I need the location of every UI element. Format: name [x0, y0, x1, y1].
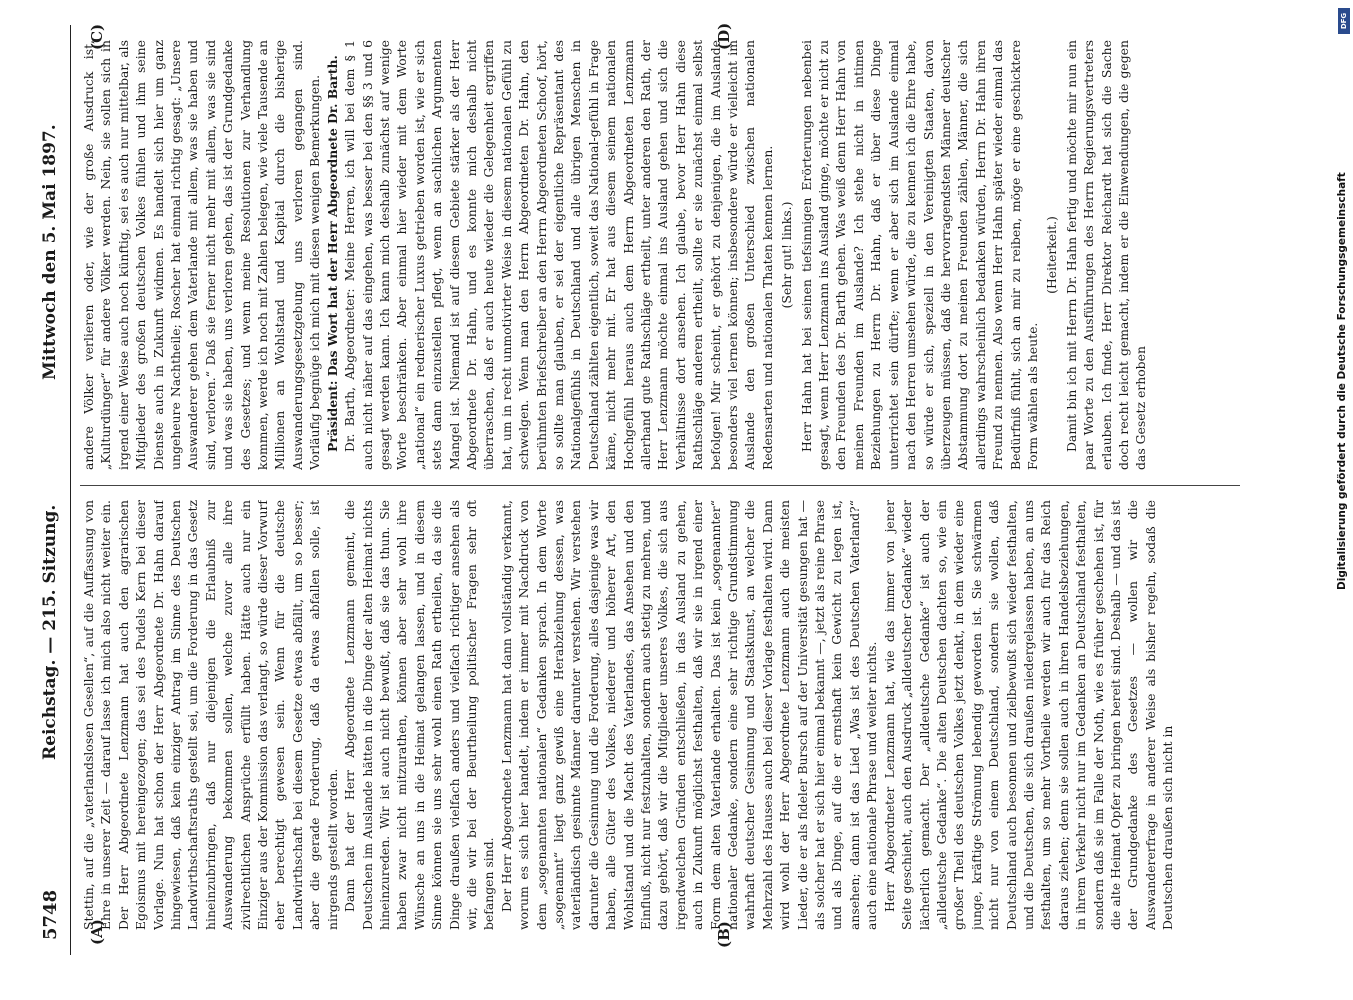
paragraph: Herr Abgeordneter Lenzmann hat, wie das immer von jener Seite geschieht, auch den Ausdruck „alldeutscher Gedanke“ wieder lächerlich gemacht. Der „alldeutsche Gedanke“ ist auch der „alldeutsche Gedanke“. Die alten Deutschen dachten so, wie ein großer Theil des deutschen Volkes jetzt denkt, in dem wieder eine junge, kräftige Strömung lebendig geworden ist. Sie schwärmen nicht nur von einem Deutschland, sondern sie wollen, daß Deutschland auch besonnen und zielbewußt sich wieder festhalten, und die Deutschen, die sich draußen niedergelassen haben, an uns festhalten, um so mehr Vortheile werden wir auch für das Reich daraus ziehen; denn sie sollen auch in ihren Handelsbeziehungen, in ihrem Verkehr nicht nur im Gedanken an Deutschland festhalten, sondern daß sie im Falle der Noth, wie es früher geschehen ist, für die alte Heimat Opfer zu bringen bereit sind. Deshalb — und das ist der Grundgedanke des Gesetzes — wollen wir die Auswandererfrage in anderer Weise als bisher regeln, sodaß die Deutschen draußen sich nicht in	[881, 500, 1176, 930]
paragraph: andere Völker verlieren oder, wie der große Ausdruck ist, „Kulturdünger“ für andere Völker werden. Nein, sie sollen sich in irgend einer Weise auch noch künftig, sei es auch nur mittelbar, als Mitglieder des großen deutschen Volkes fühlen und ihm seine Dienste auch in Zukunft widmen. Es handelt sich hier um ganz ungeheure Nachtheile; Roscher hat einmal richtig gesagt: „Unsere Auswanderer gehen dem Vaterlande mit allem, was sie haben und sind, verloren.“ Daß sie ferner nicht mehr mit allem, was sie sind und was sie haben, uns verloren gehen, das ist der Grundgedanke des Gesetzes; und wenn meine Resolutionen zur Verhandlung kommen, werde ich noch mit Zahlen belegen, wie viele Tausende an Millionen an Wohlstand und Kapital durch die bisherige Auswanderungsgesetzgebung uns verloren gegangen sind. Vorläufig begnüge ich mich mit diesen wenigen Bemerkungen.	[81, 40, 323, 470]
paragraph: Dann hat der Herr Abgeordnete Lenzmann gemeint, die Deutschen im Auslande hätten in die Dinge der alten Heimat nichts hineinzureden. Wir ist auch nicht bewußt, daß sie das thun. Sie haben zwar nicht mitzurathen, können aber sehr wohl ihre Wünsche an uns in die Heimat gelangen lassen, und in diesem Sinne können sie uns sehr wohl einen Rath ertheilen, da sie die Dinge draußen vielfach anders und vielfach richtiger ansehen als wir, die wir bei der Beurtheilung politischer Fragen sehr oft befangen sind.	[342, 500, 497, 930]
paragraph: Herr Hahn hat bei seinen tiefsinnigen Erörterungen nebenbei gesagt, wenn Herr Lenzmann ins Ausland ginge, möchte er nicht zu den Freunden des Dr. Barth gehen. Was weiß denn Herr Hahn von meinen Freunden im Auslande? Ich stehe nicht in intimen Beziehungen zu Herrn Dr. Hahn, daß er über diese Dinge unterrichtet sein dürfte; wenn er aber sich im Auslande einmal nach den Herren umsehen würde, die zu kennen ich die Ehre habe, so würde er sich, speziell in den Vereinigten Staaten, davon überzeugen müssen, daß die hervorragendsten Männer deutscher Abstammung dort zu meinen Freunden zählen, Männer, die sich allerdings wahrscheinlich bedanken würden, Herrn Dr. Hahn ihren Freund zu nennen. Also wenn Herr Hahn später wieder einmal das Bedürfniß fühlt, sich an mir zu reiben, möge er eine geschicktere Form wählen als heute.	[798, 40, 1040, 470]
right-column	[80, 40, 1240, 470]
left-column	[80, 500, 1240, 930]
interjection: (Sehr gut! links.)	[779, 201, 795, 309]
header-rule	[70, 25, 71, 955]
margin-marker-b: (B)	[715, 921, 733, 948]
paragraph: Dr. Barth, Abgeordneter: Meine Herren, ich will bei dem § 1 auch nicht näher auf das eingehen, was besser bei den §§ 3 und 6 gesagt werden kann. Ich kann mich deshalb zunächst auf wenige Worte beschränken. Aber einmal hier wieder mit dem Worte „national“ ein rednerischer Luxus getrieben worden ist, wie er sich stets dann einzustellen pflegt, wenn an sachlichen Argumenten Mangel ist. Niemand ist auf diesem Gebiete stärker als der Herr Abgeordnete Dr. Hahn, und es konnte mich deshalb nicht überraschen, daß er auch heute wieder die Gelegenheit ergriffen hat, um in recht unmotivirter Weise in diesem nationalen Gefühl zu schwelgen. Wenn man den Herrn Abgeordneten Dr. Hahn, den berühmten Briefschreiber an den Herrn Abgeordneten Schoof, hört, so sollte man glauben, er sei der eigentliche Repräsentant des Nationalgefühls in Deutschland und alle übrigen Menschen in Deutschland zählten eigentlich, soweit das National-gefühl in Frage käme, nicht mehr mit. Er hat aus diesem seinem nationalen Hochgefühl heraus auch dem Herrn Abgeordneten Lenzmann allerhand gute Rathschläge ertheilt, unter anderen den Rath, der Herr Lenzmann möchte einmal ins Ausland gehen und sich die Verhältnisse dort ansehen. Ich glaube, bevor Herr Hahn diese Rathschläge anderen ertheilt, sollte er sie zunächst einmal selbst befolgen! Mir scheint, er gehört zu denjenigen, die im Auslande besonders viel lernen können; insbesondere würde er vielleicht im Auslande den großen Unterschied zwischen nationalen Redensarten und nationalen Thaten kennen lernen.	[342, 40, 775, 470]
speaker-paragraph: Präsident: Das Wort hat der Herr Abgeordnete Dr. Barth.	[324, 55, 340, 452]
margin-marker-a: (A)	[88, 919, 106, 945]
digitization-notice: Digitalisierung gefördert durch die Deutsche Forschungsgemeinschaft	[1336, 172, 1348, 590]
interjection: (Heiterkeit.)	[1044, 216, 1060, 294]
dfg-logo: DFG	[1338, 8, 1350, 34]
page-header	[40, 30, 70, 940]
paragraph: Damit bin ich mit Herrn Dr. Hahn fertig und möchte mir nun ein paar Worte zu den Ausführungen des Herrn Regierungsvertreters erlauben. Ich finde, Herr Direktor Reichardt hat sich die Sache doch recht leicht gemacht, indem er die Einwendungen, die gegen das Gesetz erhoben	[1063, 40, 1149, 470]
paragraph: Der Herr Abgeordnete Lenzmann hat dann vollständig verkannt, worum es sich hier handelt, indem er immer mit Nachdruck von dem „sogenannten nationalen“ Gedanken sprach. In dem Worte „sogenannt“ liegt ganz gewiß eine Herabziehung dessen, was vaterländisch gesinnte Männer darunter verstehen. Wir verstehen darunter die Gesinnung und die Forderung, alles dasjenige was wir haben, alle Güter des Volkes, niederer und höherer Art, den Wohlstand und die Macht des Vaterlandes, das Ansehen und den Einfluß, nicht nur festzuhalten, sondern auch stetig zu mehren, und dazu gehört, daß wir die Mitglieder unseres Volkes, die sich aus irgendwelchen Gründen entschließen, in das Ausland zu gehen, auch in Zukunft möglichst festhalten, daß wir sie in irgend einer Form dem alten Vaterlande erhalten. Das ist kein „sogenannter“ nationaler Gedanke, sondern eine sehr richtige Grundstimmung wahrhaft deutscher Gesinnung und Staatskunst, an welcher die Mehrzahl des Hauses auch bei dieser Vorlage festhalten wird. Dann wird wohl der Herr Abgeordnete Lenzmann auch die meisten Lieder, die er als fideler Bursch auf der Universität gesungen hat — als solcher hat er sich hier einmal bekannt —, jetzt als reine Phrase und als Dinge, auf die er ernsthaft kein Gewicht zu legen ist, ansehen; dann ist das Lied „Was ist des Deutschen Vaterland?“ auch eine nationale Phrase und weiter nichts.	[498, 500, 880, 930]
paragraph: Stettin, auf die „vaterlandslosen Gesellen“, auf die Auffassung von Ehre in unserer Zeit — darauf lasse ich mich also nicht weiter ein. Der Herr Abgeordnete Lenzmann hat auch den agrarischen Egoismus mit hereingezogen; das sei des Pudels Kern bei dieser Vorlage. Nun hat schon der Herr Abgeordnete Dr. Hahn darauf hingewiesen, daß kein einziger Antrag im Sinne des Deutschen Landwirthschaftsraths gestellt sei, um die Forderung in das Gesetz hineinzubringen, daß nur diejenigen die Erlaubniß zur Auswanderung bekommen sollen, welche zuvor alle ihre zivilrechtlichen Ansprüche erfüllt haben. Hätte auch nur ein Einziger aus der Kommission das verlangt, so würde dieser Vorwurf eher berechtigt gewesen sein. Wenn für die deutsche Landwirthschaft bei diesem Gesetze etwas abfällt, um so besser; aber die gerade Forderung, daß da etwas abfallen solle, ist nirgends gestellt worden.	[81, 500, 340, 930]
session-date: Mittwoch den 5. Mai 1897.	[40, 124, 60, 380]
page-title: Reichstag. — 215. Sitzung.	[40, 504, 60, 760]
margin-marker-d: (D)	[715, 22, 733, 50]
margin-marker-c: (C)	[88, 23, 106, 50]
column-divider	[80, 485, 1240, 486]
page-number: 5748	[40, 889, 61, 940]
